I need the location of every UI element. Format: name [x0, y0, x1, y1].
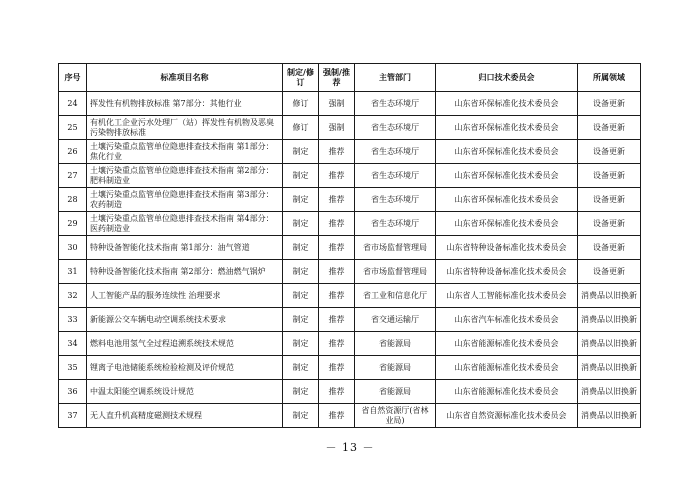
cell-type: 制定 — [283, 404, 319, 428]
cell-type: 修订 — [283, 92, 319, 116]
cell-committee: 山东省自然资源标准化技术委员会 — [436, 404, 578, 428]
table-row — [59, 140, 641, 164]
cell-nature: 推荐 — [319, 140, 355, 164]
cell-nature: 强制 — [319, 116, 355, 140]
standards-table — [58, 63, 641, 428]
cell-no: 27 — [59, 164, 87, 188]
cell-committee: 山东省特种设备标准化技术委员会 — [436, 236, 578, 260]
cell-type: 制定 — [283, 260, 319, 284]
cell-type: 制定 — [283, 188, 319, 212]
table-row — [59, 332, 641, 356]
cell-name: 挥发性有机物排放标准 第7部分：其他行业 — [87, 92, 283, 116]
cell-nature: 推荐 — [319, 284, 355, 308]
page-number: － 13 － — [325, 441, 375, 454]
cell-name: 新能源公交车辆电动空调系统技术要求 — [87, 308, 283, 332]
cell-no: 34 — [59, 332, 87, 356]
cell-field: 消费品以旧换新 — [578, 332, 641, 356]
cell-dept: 省生态环境厅 — [355, 116, 436, 140]
cell-name: 土壤污染重点监管单位隐患排查技术指南 第3部分：农药制造 — [87, 188, 283, 212]
cell-field: 消费品以旧换新 — [578, 356, 641, 380]
cell-name: 特种设备智能化技术指南 第2部分：燃油燃气锅炉 — [87, 260, 283, 284]
cell-no: 35 — [59, 356, 87, 380]
cell-nature: 推荐 — [319, 380, 355, 404]
header-committee: 归口技术委员会 — [436, 64, 578, 92]
cell-nature: 推荐 — [319, 332, 355, 356]
cell-committee: 山东省环保标准化技术委员会 — [436, 92, 578, 116]
cell-field: 设备更新 — [578, 260, 641, 284]
cell-name: 人工智能产品的服务连续性 治理要求 — [87, 284, 283, 308]
cell-committee: 山东省能源标准化技术委员会 — [436, 356, 578, 380]
cell-committee: 山东省汽车标准化技术委员会 — [436, 308, 578, 332]
cell-nature: 推荐 — [319, 212, 355, 236]
cell-name: 土壤污染重点监管单位隐患排查技术指南 第4部分：医药制造业 — [87, 212, 283, 236]
cell-dept: 省市场监督管理局 — [355, 236, 436, 260]
header-name: 标准项目名称 — [87, 64, 283, 92]
cell-name: 土壤污染重点监管单位隐患排查技术指南 第2部分：肥料制造业 — [87, 164, 283, 188]
cell-field: 消费品以旧换新 — [578, 308, 641, 332]
table-row — [59, 308, 641, 332]
cell-nature: 推荐 — [319, 236, 355, 260]
cell-type: 制定 — [283, 308, 319, 332]
cell-committee: 山东省特种设备标准化技术委员会 — [436, 260, 578, 284]
cell-field: 消费品以旧换新 — [578, 284, 641, 308]
table-row — [59, 260, 641, 284]
cell-dept: 省生态环境厅 — [355, 188, 436, 212]
cell-field: 设备更新 — [578, 236, 641, 260]
cell-committee: 山东省环保标准化技术委员会 — [436, 164, 578, 188]
cell-name: 燃料电池用氢气全过程追溯系统技术规范 — [87, 332, 283, 356]
cell-field: 设备更新 — [578, 92, 641, 116]
cell-dept: 省能源局 — [355, 356, 436, 380]
header-dept: 主管部门 — [355, 64, 436, 92]
cell-dept: 省能源局 — [355, 380, 436, 404]
cell-committee: 山东省环保标准化技术委员会 — [436, 140, 578, 164]
table-row — [59, 188, 641, 212]
cell-dept: 省生态环境厅 — [355, 164, 436, 188]
header-no: 序号 — [59, 64, 87, 92]
cell-dept: 省生态环境厅 — [355, 140, 436, 164]
cell-name: 土壤污染重点监管单位隐患排查技术指南 第1部分：焦化行业 — [87, 140, 283, 164]
cell-name: 锂离子电池储能系统检验检测及评价规范 — [87, 356, 283, 380]
cell-field: 设备更新 — [578, 140, 641, 164]
cell-nature: 强制 — [319, 92, 355, 116]
cell-no: 24 — [59, 92, 87, 116]
cell-type: 制定 — [283, 380, 319, 404]
cell-field: 设备更新 — [578, 188, 641, 212]
header-type: 制定/修订 — [283, 64, 319, 92]
table-row — [59, 404, 641, 428]
cell-committee: 山东省能源标准化技术委员会 — [436, 380, 578, 404]
cell-type: 制定 — [283, 284, 319, 308]
table-row — [59, 284, 641, 308]
cell-name: 有机化工企业污水处理厂（站）挥发性有机物及恶臭污染物排放标准 — [87, 116, 283, 140]
cell-nature: 推荐 — [319, 164, 355, 188]
cell-dept: 省能源局 — [355, 332, 436, 356]
cell-no: 25 — [59, 116, 87, 140]
cell-committee: 山东省能源标准化技术委员会 — [436, 332, 578, 356]
cell-dept: 省交通运输厅 — [355, 308, 436, 332]
cell-type: 制定 — [283, 236, 319, 260]
cell-committee: 山东省环保标准化技术委员会 — [436, 188, 578, 212]
cell-no: 29 — [59, 212, 87, 236]
cell-type: 制定 — [283, 332, 319, 356]
table-row — [59, 356, 641, 380]
table-header-row — [59, 64, 641, 92]
cell-nature: 推荐 — [319, 308, 355, 332]
cell-field: 设备更新 — [578, 212, 641, 236]
cell-dept: 省自然资源厅(省林业局) — [355, 404, 436, 428]
table-row — [59, 236, 641, 260]
cell-committee: 山东省环保标准化技术委员会 — [436, 116, 578, 140]
cell-nature: 推荐 — [319, 356, 355, 380]
cell-no: 31 — [59, 260, 87, 284]
cell-nature: 推荐 — [319, 188, 355, 212]
table-row — [59, 116, 641, 140]
cell-type: 制定 — [283, 140, 319, 164]
table-row — [59, 164, 641, 188]
cell-no: 37 — [59, 404, 87, 428]
cell-field: 消费品以旧换新 — [578, 380, 641, 404]
cell-dept: 省市场监督管理局 — [355, 260, 436, 284]
cell-type: 制定 — [283, 356, 319, 380]
cell-no: 26 — [59, 140, 87, 164]
table-row — [59, 212, 641, 236]
cell-dept: 省生态环境厅 — [355, 92, 436, 116]
cell-name: 中温太阳能空调系统设计规范 — [87, 380, 283, 404]
table-row — [59, 380, 641, 404]
cell-name: 无人直升机高精度磁测技术规程 — [87, 404, 283, 428]
cell-dept: 省生态环境厅 — [355, 212, 436, 236]
table-row — [59, 92, 641, 116]
cell-no: 28 — [59, 188, 87, 212]
cell-no: 33 — [59, 308, 87, 332]
cell-type: 制定 — [283, 212, 319, 236]
cell-type: 制定 — [283, 164, 319, 188]
cell-committee: 山东省环保标准化技术委员会 — [436, 212, 578, 236]
cell-field: 设备更新 — [578, 164, 641, 188]
cell-type: 修订 — [283, 116, 319, 140]
cell-committee: 山东省人工智能标准化技术委员会 — [436, 284, 578, 308]
cell-no: 30 — [59, 236, 87, 260]
cell-no: 32 — [59, 284, 87, 308]
cell-no: 36 — [59, 380, 87, 404]
header-nature: 强制/推荐 — [319, 64, 355, 92]
cell-field: 设备更新 — [578, 116, 641, 140]
cell-dept: 省工业和信息化厅 — [355, 284, 436, 308]
cell-nature: 推荐 — [319, 404, 355, 428]
header-field: 所属领域 — [578, 64, 641, 92]
cell-name: 特种设备智能化技术指南 第1部分：油气管道 — [87, 236, 283, 260]
cell-field: 消费品以旧换新 — [578, 404, 641, 428]
cell-nature: 推荐 — [319, 260, 355, 284]
